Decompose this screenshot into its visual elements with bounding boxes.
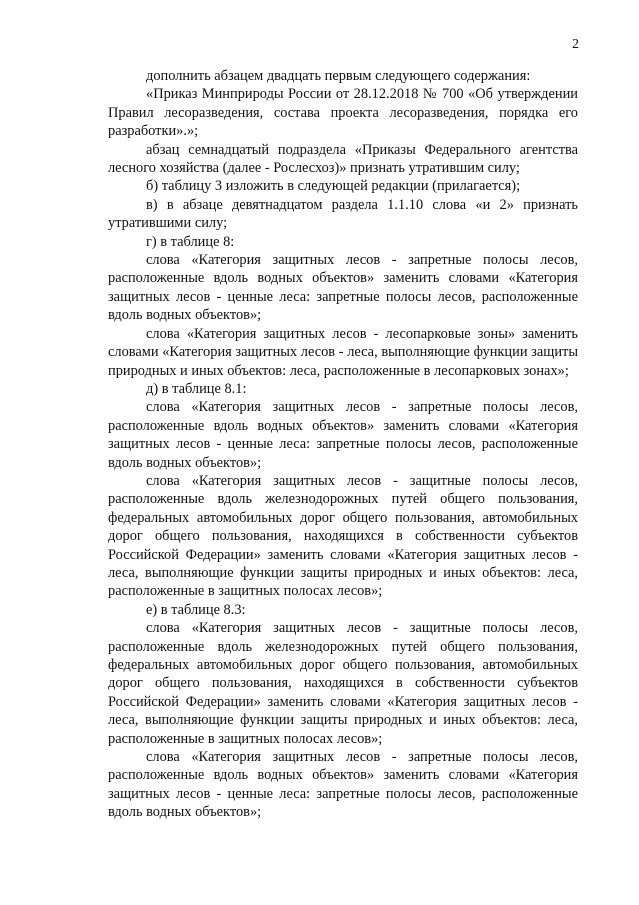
paragraph: слова «Категория защитных лесов - запретные полосы лесов, расположенные вдоль водных объектов» заменить словами «Категория защитных лесов - ценные леса: запретные полосы лесов, расположенные вдоль водных объектов»; [108,749,578,821]
paragraph: «Приказ Минприроды России от 28.12.2018 № 700 «Об утверждении Правил лесоразведения, состава проекта лесоразведения, порядка его разработки».»; [108,86,578,140]
document-body [108,67,578,822]
paragraph: д) в таблице 8.1: [146,380,247,397]
paragraph: б) таблицу 3 изложить в следующей редакции (прилагается); [146,178,521,195]
paragraph: слова «Категория защитных лесов - защитные полосы лесов, расположенные вдоль железнодорожных путей общего пользования, федеральных автомобильных дорог общего пользования, автомобильных дорог общего пользования, находящихся в собственности субъектов Российской Федерации» заменить словами «Категория защитных лесов - леса, выполняющие функции защиты природных и иных объектов: леса, расположенные в защитных полосах лесов»; [108,620,578,747]
paragraph: е) в таблице 8.3: [146,601,246,618]
paragraph: дополнить абзацем двадцать первым следующего содержания: [146,68,531,84]
page-number: 2 [572,37,579,52]
paragraph: слова «Категория защитных лесов - запретные полосы лесов, расположенные вдоль водных объектов» заменить словами «Категория защитных лесов - ценные леса: запретные полосы лесов, расположенные вдоль водных объектов»; [108,399,578,471]
paragraph: в) в абзаце девятнадцатом раздела 1.1.10 слова «и 2» признать утратившими силу; [108,196,578,232]
paragraph: г) в таблице 8: [146,233,235,250]
paragraph: слова «Категория защитных лесов - лесопарковые зоны» заменить словами «Категория защитных лесов - леса, выполняющие функции защиты природных и иных объектов: леса, расположенные в лесопарковых зонах»; [108,325,578,379]
paragraph: слова «Категория защитных лесов - защитные полосы лесов, расположенные вдоль железнодорожных путей общего пользования, федеральных автомобильных дорог общего пользования, автомобильных дорог общего пользования, находящихся в собственности субъектов Российской Федерации» заменить словами «Категория защитных лесов - леса, выполняющие функции защиты природных и иных объектов: леса, расположенные в защитных полосах лесов»; [108,472,578,600]
paragraph: слова «Категория защитных лесов - запретные полосы лесов, расположенные вдоль водных объектов» заменить словами «Категория защитных лесов - ценные леса: запретные полосы лесов, расположенные вдоль водных объектов»; [108,252,578,324]
paragraph: абзац семнадцатый подраздела «Приказы Федерального агентства лесного хозяйства (далее - Рослесхоз)» признать утратившим силу; [108,141,578,177]
